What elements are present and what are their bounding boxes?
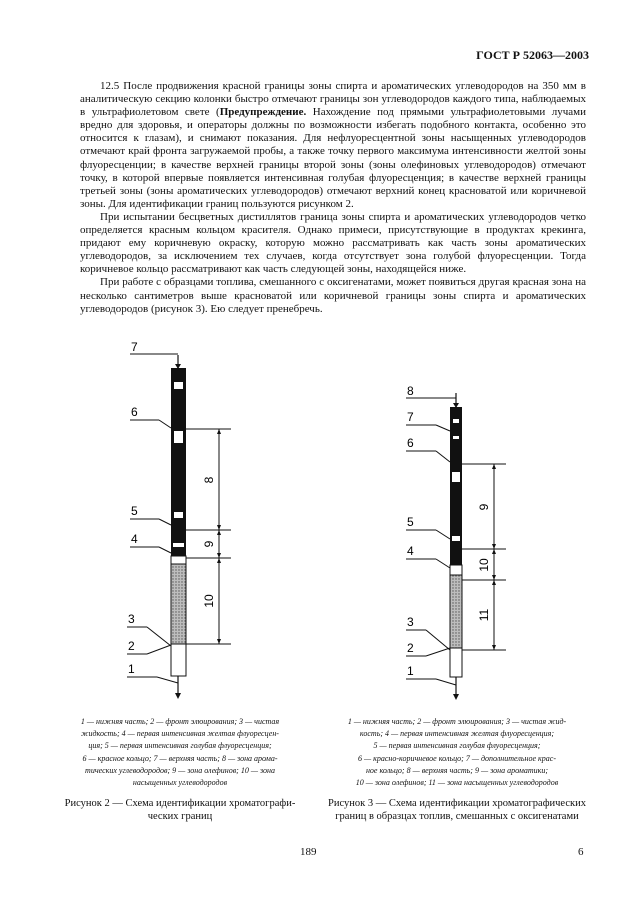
label-1: 1 <box>128 662 135 676</box>
figure-3-title <box>312 798 602 823</box>
label-7: 7 <box>131 340 138 354</box>
legend-line: насыщенных углеводородов <box>132 778 228 788</box>
label-8: 8 <box>407 384 414 398</box>
paragraph-oxygenates: При работе с образцами топлива, смешанного с оксигенатами, может появиться другая красная зона на несколько сантиметров выше красноватой или коричневой границы зоны спирта и ароматических углеводородов (рисунок 3). Ею следует пренебречь. <box>80 276 586 315</box>
legend-line: 6 — красно-коричневое кольцо; 7 — дополнительное крас- <box>357 753 556 763</box>
title-line: ческих границ <box>147 810 213 822</box>
label-3: 3 <box>128 612 135 626</box>
label-10: 10 <box>477 558 491 572</box>
label-9: 9 <box>477 503 491 511</box>
label-11: 11 <box>477 608 491 622</box>
legend-line: тических углеводородов; 9 — зона олефинов; 10 — зона <box>85 765 275 775</box>
legend-line: кость; 4 — первая интенсивная желтая флуоресценция; <box>359 729 555 739</box>
figure-3-diagram <box>398 380 528 710</box>
label-1: 1 <box>407 664 414 678</box>
label-6: 6 <box>131 405 138 419</box>
paragraph-text: Нахождение под прямыми ультрафиолетовыми лучами вредно для здоровья, и операторы должны по возможности избегать подобного контакта, особенно это относится к глазам), и снимают показания. Для нефлуоресцентной зоны насыщенных углеводородов отмечают край фронта загружаемой пробы, а также точку первого максимума интенсивности желтой зоны флуоресценции; в качестве верхней границы второй зоны (зоны олефиновых углеводородов) отмечают точку, в которой впервые появляется интенсивная голубая флуоресценция; в качестве верхней границы третьей зоны (зоны ароматических углеводородов) отмечают верхний конец красноватой или коричневой зоны. Для идентификации границ пользуются рисунком 2. <box>80 106 586 210</box>
label-5: 5 <box>131 504 138 518</box>
legend-line: ция; 5 — первая интенсивная голубая флуоресценция; <box>88 741 272 751</box>
warning-label: Предупреждение. <box>219 106 307 119</box>
label-7: 7 <box>407 410 414 424</box>
legend-line: 6 — красное кольцо; 7 — верхняя часть; 8 — зона арома- <box>82 753 278 763</box>
paragraph-colorless-distillates: При испытании бесцветных дистиллятов граница зоны спирта и ароматических углеводородов четко определяется красным кольцом красителя. Однако примеси, присутствующие в продуктах крекинга, придают ему коричневую окраску, которую можно рассматривать как часть зоны ароматических углеводородов, за исключением тех случаев, когда отсутствует зона голубой флуоресценции. Тогда коричневое кольцо рассматривают как часть следующей зоны, находящейся ниже. <box>80 210 586 276</box>
document-id: ГОСТ Р 52063—2003 <box>476 48 589 62</box>
legend-line: 10 — зона олефинов; 11 — зона насыщенных углеводородов <box>355 778 559 788</box>
paragraph-12-5 <box>80 80 586 211</box>
title-line: Рисунок 2 — Схема идентификации хроматографи- <box>64 798 296 809</box>
legend-line: 1 — нижняя часть; 2 — фронт элюирования; 3 — чистая жид- <box>347 717 567 726</box>
label-2: 2 <box>407 641 414 655</box>
title-line: Рисунок 3 — Схема идентификации хроматографических <box>328 798 586 809</box>
column-tube <box>171 368 186 676</box>
figure-2-diagram <box>115 335 255 705</box>
label-6: 6 <box>407 436 414 450</box>
legend-line: 5 — первая интенсивная голубая флуоресценция; <box>373 741 541 751</box>
legend-line: 1 — нижняя часть; 2 — фронт элюирования; 3 — чистая <box>80 717 280 726</box>
sheet-number: 6 <box>578 846 584 858</box>
label-2: 2 <box>128 639 135 653</box>
label-9: 9 <box>202 540 216 548</box>
label-4: 4 <box>131 532 138 546</box>
label-3: 3 <box>407 615 414 629</box>
figure-3-legend <box>322 716 592 789</box>
paragraph-text: 12.5 После продвижения красной границы зоны спирта и ароматических углеводородов на 350 мм в аналитическую секцию колонки быстро отмечают границы зон углеводородов каждого типа, наблюдаемых в ультрафиолетовом свете ( <box>80 80 586 119</box>
page-number: 189 <box>300 846 317 858</box>
label-10: 10 <box>202 594 216 608</box>
label-8: 8 <box>202 476 216 484</box>
column-tube <box>450 407 462 677</box>
label-4: 4 <box>407 544 414 558</box>
title-line: границ в образцах топлив, смешанных с оксигенатами <box>335 810 579 822</box>
figure-2-legend <box>60 716 300 789</box>
body-text <box>80 80 586 316</box>
legend-line: жидкость; 4 — первая интенсивная желтая флуоресцен- <box>81 729 279 739</box>
label-5: 5 <box>407 515 414 529</box>
figure-2-title <box>50 798 310 823</box>
legend-line: ное кольцо; 8 — верхняя часть; 9 — зона ароматики; <box>365 765 549 775</box>
